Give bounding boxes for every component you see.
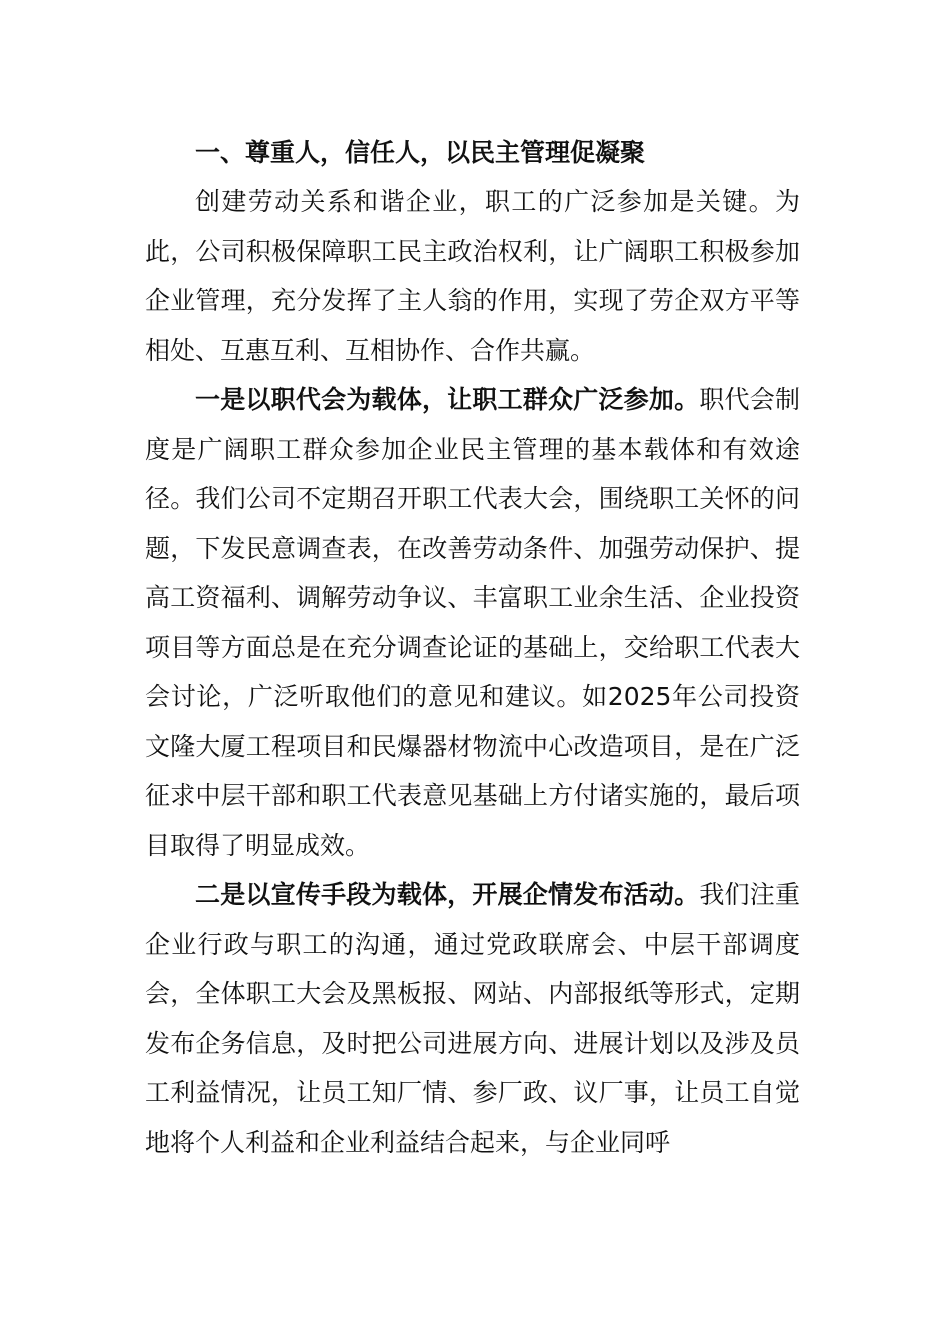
paragraph-text: 创建劳动关系和谐企业，职工的广泛参加是关键。为此，公司积极保障职工民主政治权利，让广阔职工积极参加企业管理，充分发挥了主人翁的作用，实现了劳企双方平等相处、互惠互利、互相协作、合作共赢。	[145, 187, 800, 365]
paragraph-text: 职代会制度是广阔职工群众参加企业民主管理的基本载体和有效途径。我们公司不定期召开职工代表大会，围绕职工关怀的问题，下发民意调查表，在改善劳动条件、加强劳动保护、提高工资福利、调解劳动争议、丰富职工业余生活、企业投资项目等方面总是在充分调查论证的基础上，交给职工代表大会讨论，广泛听取他们的意见和建议。如2025年公司投资文隆大厦工程项目和民爆器材物流中心改造项目，是在广泛征求中层干部和职工代表意见基础上方付诸实施的，最后项目取得了明显成效。	[145, 385, 800, 860]
document-page	[145, 128, 800, 1167]
paragraph-text: 我们注重企业行政与职工的沟通，通过党政联席会、中层干部调度会，全体职工大会及黑板报、网站、内部报纸等形式，定期发布企务信息，及时把公司进展方向、进展计划以及涉及员工利益情况，让员工知厂情、参厂政、议厂事，让员工自觉地将个人利益和企业利益结合起来，与企业同呼	[145, 880, 800, 1157]
paragraph-publicity	[145, 870, 800, 1167]
paragraph-intro	[145, 177, 800, 375]
section-heading: 一、尊重人，信任人，以民主管理促凝聚	[195, 138, 646, 167]
paragraph-workers-congress	[145, 375, 800, 870]
paragraph-lead: 二是以宣传手段为载体，开展企情发布活动。	[195, 880, 700, 909]
paragraph-lead: 一是以职代会为载体，让职工群众广泛参加。	[195, 385, 700, 414]
